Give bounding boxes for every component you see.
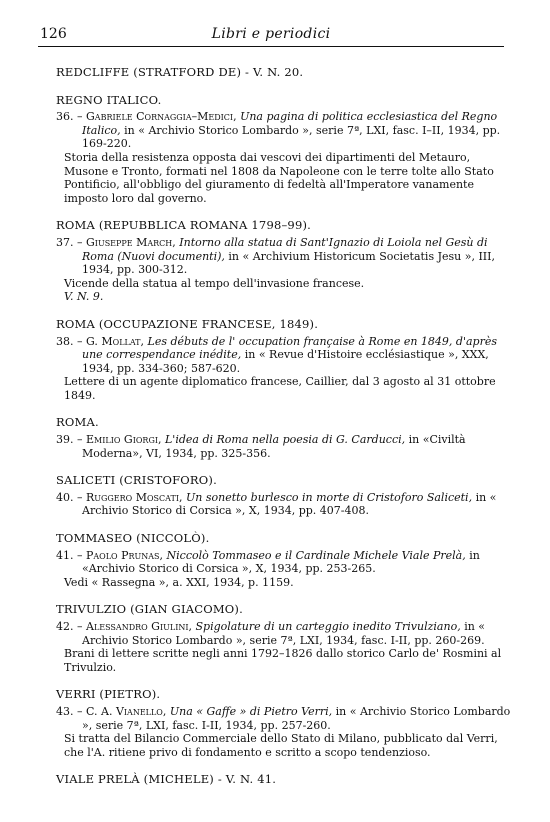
entry-title: Spigolature di un carteggio inedito Trivulziano, [195,620,461,633]
section-heading: REGNO ITALICO. [56,92,162,107]
entry-number: 40. – [56,490,83,504]
entry-author: C. A. Vianello, [86,704,167,718]
entry-title: Les débuts de l' occupation française à Rome en 1849, d'après une correspendance inédite, [82,334,497,362]
section-heading: ROMA. [56,415,99,430]
bibliography-entry [56,335,516,403]
page-number: 126 [40,26,67,42]
section-heading: TOMMASEO (NICCOLÒ). [56,531,210,546]
entry-details: in « Archivio Storico Lombardo », serie 7ª, LXI, fasc. I–II, 1934, pp. 169-220. [82,123,501,151]
bibliography-entry [56,491,516,518]
entry-author: Paolo Prunas, [86,548,164,562]
entry-details: in «Archivio Storico di Corsica », X, 1934, pp. 253-265. [82,548,480,576]
entry-title: Una pagina di politica ecclesiastica del Regno Italico, [82,110,498,137]
page-header [38,26,504,47]
entry-details: in « Archivio Storico di Corsica », X, 1934, pp. 407-408. [82,490,497,518]
entry-number: 37. – [56,235,83,249]
cross-reference: V. N. 9. [64,290,104,304]
entry-author: Giuseppe March, [86,235,176,249]
entry-author: Ruggero Moscati, [86,490,183,504]
entry-note: Vedi « Rassegna », a. XXI, 1934, p. 1159. [64,575,294,589]
entry-author: Emilio Giorgi, [86,433,162,447]
section-heading: SALICETI (CRISTOFORO). [56,473,217,488]
entry-note: Vicende della statua al tempo dell'invasione francese. [64,276,365,290]
entry-note: Storia della resistenza opposta dai vescovi dei dipartimenti del Metauro, Musone e Tronto, formati nel 1808 da Napoleone con le terre tolte allo Stato Pontificio, all'obbligo del giuramento di fedeltà all'Imperatore vanamente imposto loro dal governo. [64,150,494,205]
entry-title: Intorno alla statua di Sant'Ignazio di Loiola nel Gesù di Roma (Nuovi documenti), [82,235,488,263]
bibliography-entry [56,705,516,759]
entry-number: 39. – [56,433,83,447]
entry-details: in « Archivio Storico Lombardo », serie 7ª, LXI, fasc. I-II, 1934, pp. 257-260. [82,704,511,732]
entry-title: Una « Gaffe » di Pietro Verri, [169,704,333,718]
entry-author: G. Mollat, [86,334,145,348]
bibliography-entry [56,110,516,205]
section-heading: ROMA (REPUBBLICA ROMANA 1798–99). [56,218,312,233]
entry-details: in «Civiltà Moderna», VI, 1934, pp. 325-356. [82,433,466,460]
section-heading: TRIVULZIO (GIAN GIACOMO). [56,602,243,617]
section-heading: VERRI (PIETRO). [56,687,161,702]
entry-number: 38. – [56,334,83,348]
page-body [56,66,516,787]
bibliography-entry [56,433,516,460]
entry-number: 41. – [56,548,83,562]
entry-number: 43. – [56,704,83,718]
entry-author: Gabriele Cornaggia–Medici, [86,110,237,124]
section-heading: REDCLIFFE (STRATFORD DE) - V. N. 20. [56,65,304,79]
entry-note: Lettere di un agente diplomatico francese, Caillier, dal 3 agosto al 31 ottobre 1849. [64,375,496,402]
entry-details: in « Archivium Historicum Societatis Jesu », III, 1934, pp. 300-312. [82,249,495,277]
section-heading: ROMA (OCCUPAZIONE FRANCESE, 1849). [56,316,319,331]
entry-note: Brani di lettere scritte negli anni 1792–1826 dallo storico Carlo de' Rosmini al Trivulzio. [64,647,502,674]
section-heading: VIALE PRELÀ (MICHELE) - V. N. 41. [56,772,277,787]
entry-title: Un sonetto burlesco in morte di Cristoforo Saliceti, [185,490,473,504]
entry-author: Alessandro Giulini, [86,620,193,633]
bibliography-entry [56,620,516,674]
bibliography-entry [56,236,516,304]
entry-note: Si tratta del Bilancio Commerciale dello Stato di Milano, pubblicato dal Verri, che l'A. ritiene privo di fondamento e scritto a scopo tendenzioso. [64,732,498,759]
entry-title: L'idea di Roma nella poesia di G. Carducci, [165,433,406,447]
bibliography-entry [56,549,516,590]
entry-title: Niccolò Tommaseo e il Cardinale Michele Viale Prelà, [166,548,466,562]
entry-number: 36. – [56,110,83,124]
running-title: Libri e periodici [211,26,331,42]
entry-details: in « Revue d'Histoire ecclésiastique », XXX, 1934, pp. 334-360; 587-620. [82,348,489,375]
entry-number: 42. – [56,620,83,633]
entry-details: in « Archivio Storico Lombardo », serie 7ª, LXI, 1934, fasc. I-II, pp. 260-269. [82,620,486,647]
